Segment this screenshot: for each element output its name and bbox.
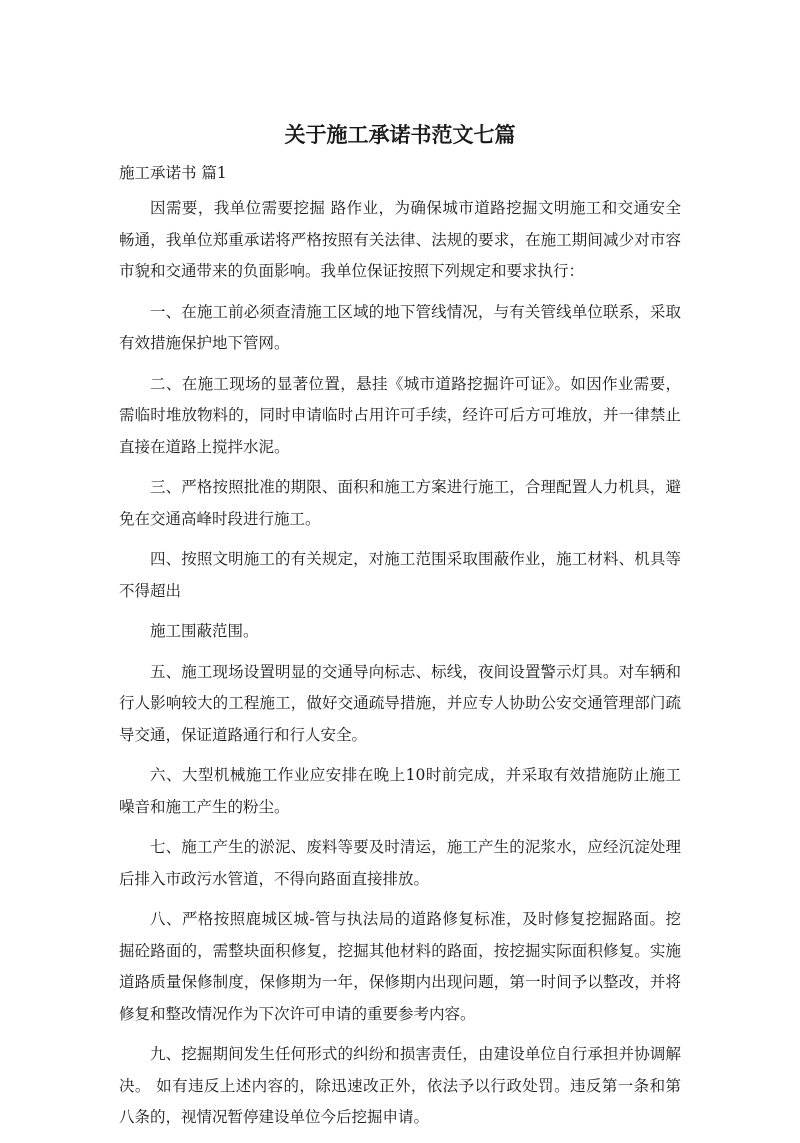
paragraph-item-4: 四、按照文明施工的有关规定，对施工范围采取围蔽作业，施工材料、机具等不得超出 (119, 550, 681, 600)
paragraph-item-8: 八、严格按照鹿城区城-管与执法局的道路修复标准，及时修复挖掘路面。挖掘砼路面的，需整块面积修复，挖掘其他材料的路面，按挖掘实际面积修复。实施道路质量保修制度，保修期为一年，保修期内出现问题，第一时间予以整改，并将修复和整改情况作为下次许可申请的重要参考内容。 (119, 910, 681, 1023)
paragraph-intro: 因需要，我单位需要挖掘 路作业，为确保城市道路挖掘文明施工和交通安全畅通，我单位郑重承诺将严格按照有关法律、法规的要求，在施工期间减少对市容市貌和交通带来的负面影响。我单位保证按照下列规定和要求执行： (119, 199, 681, 280)
paragraph-item-7: 七、施工产生的淤泥、废料等要及时清运，施工产生的泥浆水，应经沉淀处理后排入市政污水管道，不得向路面直接排放。 (119, 838, 681, 888)
section-heading: 施工承诺书 篇1 (119, 164, 227, 182)
paragraph-item-2: 二、在施工现场的显著位置，悬挂《城市道路挖掘许可证》。如因作业需要，需临时堆放物料的，同时申请临时占用许可手续，经许可后方可堆放，并一律禁止直接在道路上搅拌水泥。 (119, 374, 681, 456)
paragraph-item-6: 六、大型机械施工作业应安排在晚上10时前完成，并采取有效措施防止施工噪音和施工产生的粉尘。 (119, 766, 681, 816)
document-body (119, 193, 681, 1143)
paragraph-item-3: 三、严格按照批准的期限、面积和施工方案进行施工，合理配置人力机具，避免在交通高峰时段进行施工。 (119, 478, 681, 528)
paragraph-item-9: 九、挖掘期间发生任何形式的纠纷和损害责任，由建设单位自行承担并协调解决。 如有违反上述内容的，除迅速改正外，依法予以行政处罚。违反第一条和第八条的，视情况暂停建设单位今后挖掘申请。 (119, 1045, 681, 1126)
paragraph-item-1: 一、在施工前必须查清施工区域的地下管线情况，与有关管线单位联系，采取有效措施保护地下管网。 (119, 302, 681, 352)
paragraph-item-4-continued: 施工围蔽范围。 (150, 622, 259, 640)
paragraph-item-5: 五、施工现场设置明显的交通导向标志、标线，夜间设置警示灯具。对车辆和行人影响较大的工程施工，做好交通疏导措施，并应专人协助公安交通管理部门疏导交通，保证道路通行和行人安全。 (119, 662, 681, 744)
document-title: 关于施工承诺书范文七篇 (284, 123, 516, 147)
